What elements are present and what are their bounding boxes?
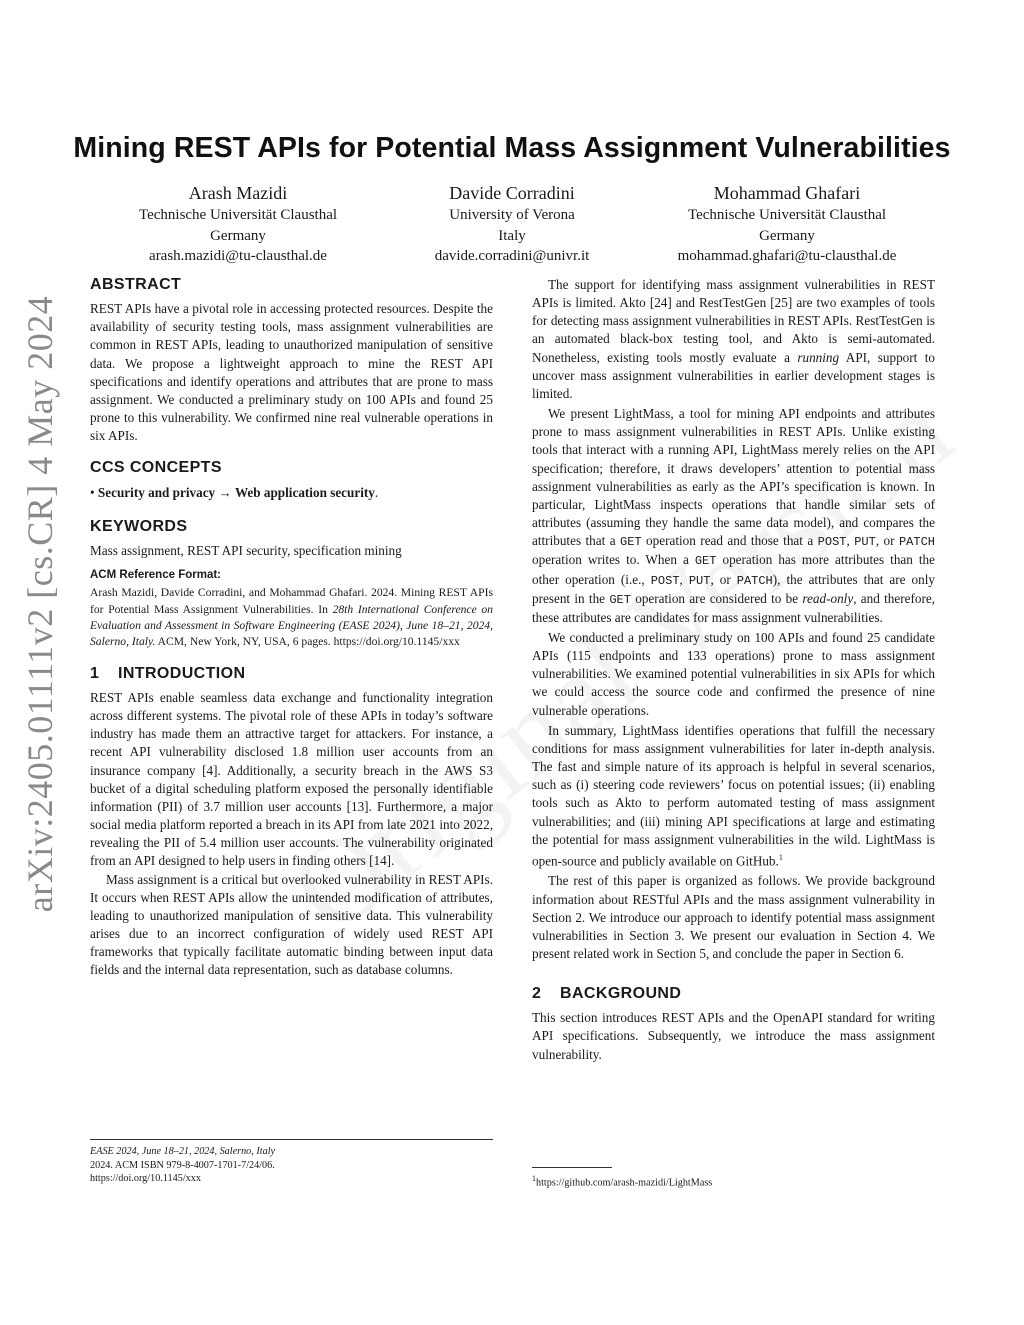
author-affiliation: University of Verona (449, 207, 575, 223)
text-run: In summary, LightMass identifies operations that fulfill the necessary conditions for mass assignment vulnerabilities for later in-depth analysis. The fast and simple nature of its approach is helpful in several scenarios, such as (i) steering code reviewers’ focus on potential issues; (ii) enabling tools such as Akto to perform automated testing of mass assignment vulnerabilities; and (iii) mining API specifications at large and estimating the potential for mass assignment vulnerabilities in the wild. LightMass is open-source and publicly available on GitHub. (532, 722, 935, 869)
code-get: GET (609, 592, 631, 607)
background-heading (532, 985, 935, 1003)
intro-paragraph-1: REST APIs enable seamless data exchange and functionality integration across different systems. The pivotal role of these APIs in today’s software industry has made them an attractive target for attackers. For instance, a recent API vulnerability disclosed 1.8 million user accounts from an insurance company [4]. Additionally, a security breach in the AWS S3 bucket of a digital scheduling platform exposed the personally identifiable information (PII) of 3.7 million user accounts [13]. Furthermore, a major social media platform reported a breach in its API from late 2021 into 2022, revealing the PII of 5.4 million user accounts. The vulnerability originated from an API designed to help users in finding others [14]. (90, 689, 493, 869)
author-block-3 (627, 181, 947, 267)
text-run: operation are considered to be (630, 590, 803, 606)
code-get: GET (694, 554, 717, 569)
author-email[interactable]: arash.mazidi@tu-clausthal.de (149, 248, 327, 264)
text-run: operation has more attributes than the other operation (i.e., (532, 552, 935, 587)
paper-title: Mining REST APIs for Potential Mass Assignment Vulnerabilities (73, 132, 951, 164)
footer-conference: EASE 2024, June 18–21, 2024, Salerno, Italy (90, 1146, 276, 1157)
text-run: operation read and those that a (641, 533, 818, 549)
right-paragraph-3: We conducted a preliminary study on 100 APIs and found 25 candidate APIs (115 endpoints and 133 operations) prone to mass assignment vulnerabilities. We examined potential vulnerabilities in six APIs for which we could access the source code and confirmed the presence of nine vulnerable operations. (532, 629, 935, 718)
author-affiliation: Technische Universität Clausthal (687, 207, 887, 223)
text-run: , and therefore, these attributes are candidates for mass assignment vulnerabilities. (532, 590, 935, 625)
footnote-number: 1 (532, 1174, 536, 1183)
arxiv-side-stamp: arXiv:2405.01111v2 [cs.CR] 4 May 2024 (20, 295, 60, 913)
text-run: ), the attributes that are only present in the (532, 571, 935, 606)
ccs-end: . (374, 484, 379, 500)
code-put: PUT (854, 535, 876, 550)
right-paragraph-5: The rest of this paper is organized as follows. We provide background information about RESTful APIs and the mass assignment vulnerability in Section 2. We introduce our approach to identify potential mass assignment vulnerabilities in Section 3. We present our evaluation in Section 4. We present related work in Section 5, and conclude the paper in Section 6. (532, 873, 935, 962)
ccs-heading: CCS CONCEPTS (90, 459, 222, 477)
intro-paragraph-2: Mass assignment is a critical but overlooked vulnerability in REST APIs. It occurs when REST APIs allow the unintended modification of attributes, leading to unauthorized manipulation of sensitive data. This vulnerability arises due to an incorrect configuration of widely used REST API frameworks that typically facilitate automatic binding between input data fields and the internal data representation, such as database columns. (90, 871, 493, 978)
footer-doi[interactable]: https://doi.org/10.1145/xxx (90, 1173, 201, 1185)
footer-divider (90, 1139, 493, 1140)
footer-left (90, 1145, 493, 1186)
keywords-heading: KEYWORDS (90, 517, 188, 535)
author-email[interactable]: mohammad.ghafari@tu-clausthal.de (677, 248, 897, 264)
code-get: GET (620, 535, 642, 550)
section-number: 1 (90, 664, 100, 682)
keywords-text: Mass assignment, REST API security, specification mining (90, 542, 402, 558)
author-name: Mohammad Ghafari (713, 183, 861, 203)
footnote-divider (532, 1167, 612, 1168)
section-number: 2 (532, 985, 542, 1003)
abstract-heading: ABSTRACT (90, 276, 182, 293)
footer-isbn: 2024. ACM ISBN 979-8-4007-1701-7/24/06. (90, 1159, 275, 1171)
acm-ref-heading: ACM Reference Format: (90, 569, 221, 582)
author-country: Italy (498, 227, 526, 244)
code-patch: PATCH (898, 535, 935, 550)
text-run-italic: read-only (802, 590, 854, 606)
ccs-arrow: → (218, 484, 232, 500)
introduction-heading (90, 665, 493, 683)
footnote-link[interactable]: https://github.com/arash-mazidi/LightMass (536, 1177, 713, 1189)
author-block-2 (352, 181, 672, 267)
code-post: POST (650, 573, 680, 588)
text-run: We present LightMass, a tool for mining API endpoints and attributes prone to mass assignment vulnerabilities in REST APIs. Unlike existing tools that interact with a running API, LightMass merely relies on the API specification; therefore, it draws developers’ attention to potential mass assignment vulnerabilities as early as the API’s specification is known. In particular, LightMass inspects operations that handle similar sets of attributes (assuming they handle the same data model), and compares the attributes that a (532, 406, 935, 549)
abstract-text: REST APIs have a pivotal role in accessing protected resources. Despite the availability of security testing tools, mass assignment vulnerabilities are common in REST APIs, leading to unauthorized manipulation of sensitive data. We propose a lightweight approach to mine the REST API specifications and identify operations and attributes that are prone to mass assignment. We conducted a preliminary study on 100 APIs and found 25 prone to this vulnerability. We confirmed nine real vulnerable operations in six APIs. (90, 301, 493, 444)
left-column (90, 276, 493, 979)
footnote-right (532, 1172, 935, 1190)
right-column (532, 276, 935, 1064)
text-run: The support for identifying mass assignment vulnerabilities in REST APIs is limited. Akto [24] and RestTestGen [25] are two examples of tools for detecting mass assignment vulnerabilities in REST APIs. RestTestGen is an automated black-box testing tool, and Akto is semi-automated. Nonetheless, existing tools mostly evaluate a (532, 277, 935, 365)
acm-reference (90, 585, 493, 651)
code-put: PUT (688, 573, 711, 588)
author-affiliation: Technische Universität Clausthal (138, 207, 338, 223)
ccs-bullet: • (90, 484, 95, 500)
author-block-1 (78, 181, 398, 267)
background-paragraph-1: This section introduces REST APIs and the OpenAPI standard for writing API specifications. Subsequently, we introduce the mass assignment vulnerability. (532, 1010, 935, 1062)
code-patch: PATCH (736, 573, 773, 588)
text-run: operation writes to. When a (532, 552, 695, 568)
acm-ref-part1: Arash Mazidi, Davide Corradini, and Mohammad Ghafari. 2024. Mining REST APIs for Potential Mass Assignment Vulnerabilities. In (90, 586, 493, 616)
right-paragraph-2: We present LightMass, a tool for mining API endpoints and attributes prone to mass assignment vulnerabilities in REST APIs. Unlike existing tools that interact with a running API, LightMass merely relies on the API specification; therefore, it draws developers’ attention to potential mass assignment vulnerabilities as early as the API’s specification is known. In particular, LightMass inspects operations that handle similar sets of attributes (assuming they handle the same data model), and compares the attributes that a GET operation read and those that a POST, PUT, or PATCH operation writes to. When a GET operation has more attributes than the other operation (i.e., POST, PUT, or PATCH), the attributes that are only present in the GET operation are considered to be read-only, and therefore, these attributes are candidates for mass assignment vulnerabilities. (532, 406, 935, 625)
author-name: Davide Corradini (449, 183, 575, 203)
acm-ref-venue: 28th International Conference on Evaluation and Assessment in Software Engineering (EASE 2024), June 18–21, 2024, Salerno, Italy. (90, 602, 493, 649)
author-email[interactable]: davide.corradini@univr.it (434, 248, 590, 264)
author-name: Arash Mazidi (188, 183, 288, 203)
right-paragraph-4 (532, 722, 935, 871)
ccs-concepts (90, 484, 493, 502)
text-run-italic: running (797, 349, 840, 365)
text-run: API, support to uncover mass assignment vulnerabilities in earlier development stages is limited. (532, 349, 935, 401)
section-title: BACKGROUND (560, 985, 682, 1003)
footnote-marker[interactable]: 1 (778, 852, 783, 862)
ccs-subconcept: Web application security (234, 484, 375, 500)
right-paragraph-1 (532, 276, 935, 403)
author-country: Germany (759, 227, 815, 244)
ccs-concept: Security and privacy (97, 484, 216, 500)
code-post: POST (817, 535, 847, 550)
author-country: Germany (210, 227, 266, 244)
section-title: INTRODUCTION (118, 664, 246, 682)
acm-ref-part2: ACM, New York, NY, USA, 6 pages. https://doi.org/10.1145/xxx (155, 635, 460, 649)
